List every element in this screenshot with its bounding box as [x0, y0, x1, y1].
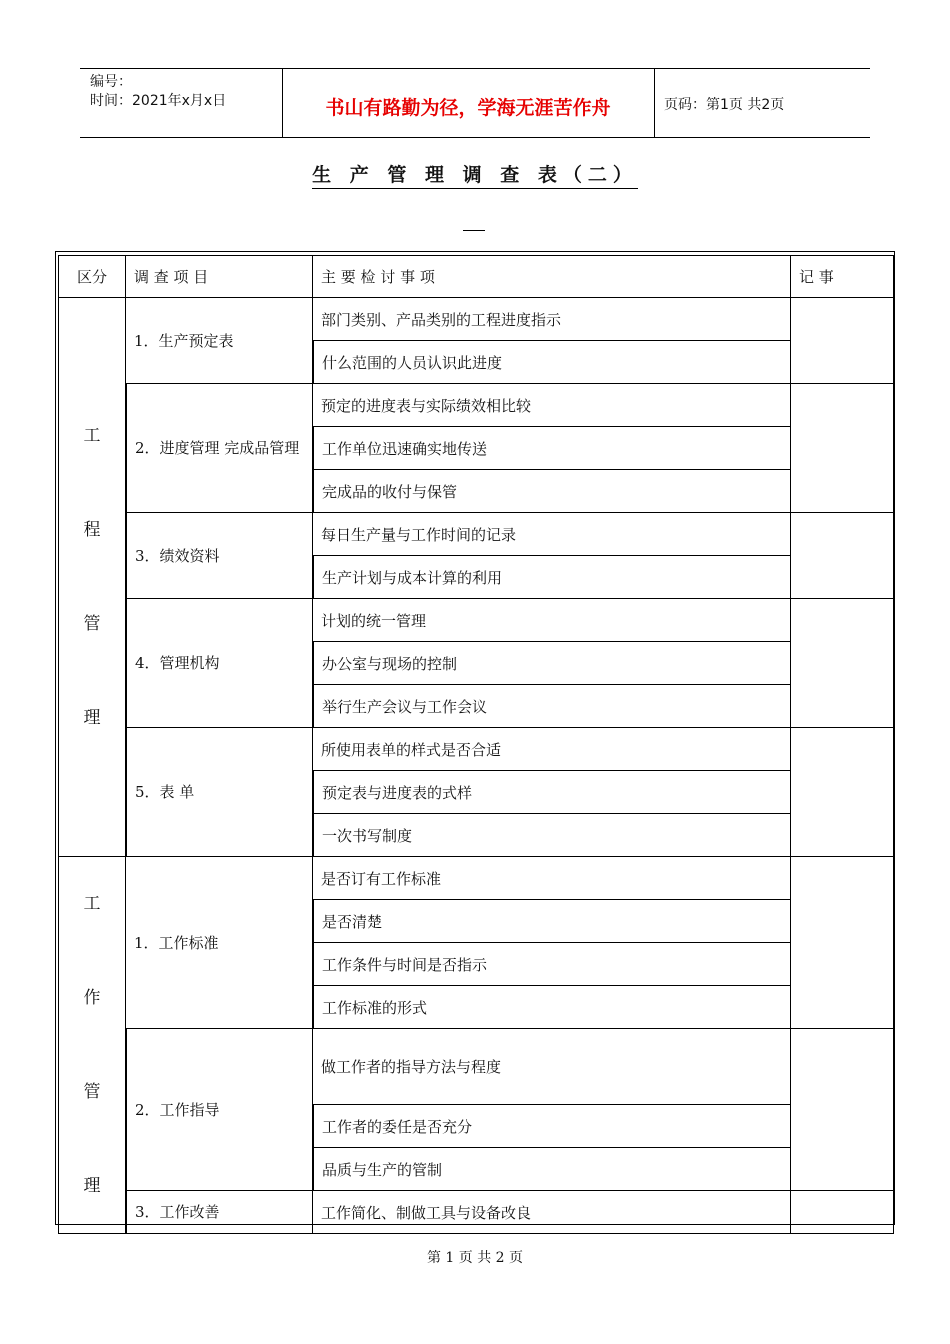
- page-footer: 第 1 页 共 2 页: [426, 1250, 524, 1266]
- survey-table-frame: [55, 251, 895, 1225]
- header-area: 区分: [58, 255, 126, 298]
- table-header-row: [58, 255, 894, 298]
- review-topic-cell: 办公室与现场的控制: [313, 642, 791, 685]
- table-row: [58, 384, 894, 427]
- survey-item-cell: 5．表 单: [126, 728, 313, 857]
- table-row: [58, 513, 894, 556]
- survey-item-cell: 1．生产预定表: [126, 298, 313, 384]
- table-row: [58, 1191, 894, 1234]
- survey-item-cell: 3．绩效资料: [126, 513, 313, 599]
- header-topic: 主 要 检 讨 事 项: [313, 255, 791, 298]
- area-cell: 工 程 管 理: [58, 298, 126, 857]
- table-row: [58, 728, 894, 771]
- header-item: 调 查 项 目: [126, 255, 313, 298]
- page-indicator: 页码：第1页 共2页: [664, 97, 785, 113]
- review-topic-cell: 所使用表单的样式是否合适: [313, 728, 791, 771]
- notes-cell[interactable]: [791, 513, 894, 599]
- review-topic-cell: 举行生产会议与工作会议: [313, 685, 791, 728]
- notes-cell[interactable]: [791, 1029, 894, 1191]
- notes-cell[interactable]: [791, 857, 894, 1029]
- review-topic-cell: 品质与生产的管制: [313, 1148, 791, 1191]
- table-row: [58, 298, 894, 341]
- review-topic-cell: 一次书写制度: [313, 814, 791, 857]
- review-topic-cell: 生产计划与成本计算的利用: [313, 556, 791, 599]
- review-topic-cell: 部门类别、产品类别的工程进度指示: [313, 298, 791, 341]
- table-row: [58, 599, 894, 642]
- notes-cell[interactable]: [791, 298, 894, 384]
- notes-cell[interactable]: [791, 1191, 894, 1234]
- review-topic-cell: 工作简化、制做工具与设备改良: [313, 1191, 791, 1234]
- notes-cell[interactable]: [791, 728, 894, 857]
- review-topic-cell: 预定表与进度表的式样: [313, 771, 791, 814]
- review-topic-cell: 工作标准的形式: [313, 986, 791, 1029]
- header-notes: 记 事: [791, 255, 894, 298]
- review-topic-cell: 什么范围的人员认识此进度: [313, 341, 791, 384]
- review-topic-cell: 计划的统一管理: [313, 599, 791, 642]
- survey-item-cell: 2．进度管理 完成品管理: [126, 384, 313, 513]
- document-number: 编号：: [90, 74, 132, 90]
- survey-item-cell: 1．工作标准: [126, 857, 313, 1029]
- page-title: [0, 160, 950, 187]
- table-row: [58, 1029, 894, 1105]
- review-topic-cell: 工作者的委任是否充分: [313, 1105, 791, 1148]
- page-title-text: 生 产 管 理 调 查 表（二）: [312, 164, 638, 189]
- document-date: 时间：2021年x月x日: [90, 93, 227, 109]
- table-row: [58, 857, 894, 900]
- survey-table: [58, 255, 894, 1234]
- survey-table-body: [58, 255, 894, 1234]
- review-topic-cell: 是否清楚: [313, 900, 791, 943]
- header-motto-cell: [282, 69, 655, 137]
- survey-item-cell: 2．工作指导: [126, 1029, 313, 1191]
- title-dash: [463, 230, 485, 231]
- notes-cell[interactable]: [791, 384, 894, 513]
- notes-cell[interactable]: [791, 599, 894, 728]
- review-topic-cell: 预定的进度表与实际绩效相比较: [313, 384, 791, 427]
- document-header: [80, 68, 870, 138]
- review-topic-cell: 做工作者的指导方法与程度: [313, 1029, 791, 1105]
- review-topic-cell: 工作单位迅速确实地传送: [313, 427, 791, 470]
- header-info-cell: [80, 69, 283, 137]
- review-topic-cell: 完成品的收付与保管: [313, 470, 791, 513]
- review-topic-cell: 每日生产量与工作时间的记录: [313, 513, 791, 556]
- motto-text: 书山有路勤为径，学海无涯苦作舟: [325, 97, 611, 119]
- survey-item-cell: 3．工作改善: [126, 1191, 313, 1234]
- area-cell: 工 作 管 理: [58, 857, 126, 1234]
- review-topic-cell: 工作条件与时间是否指示: [313, 943, 791, 986]
- review-topic-cell: 是否订有工作标准: [313, 857, 791, 900]
- survey-item-cell: 4．管理机构: [126, 599, 313, 728]
- header-page-cell: [655, 69, 870, 137]
